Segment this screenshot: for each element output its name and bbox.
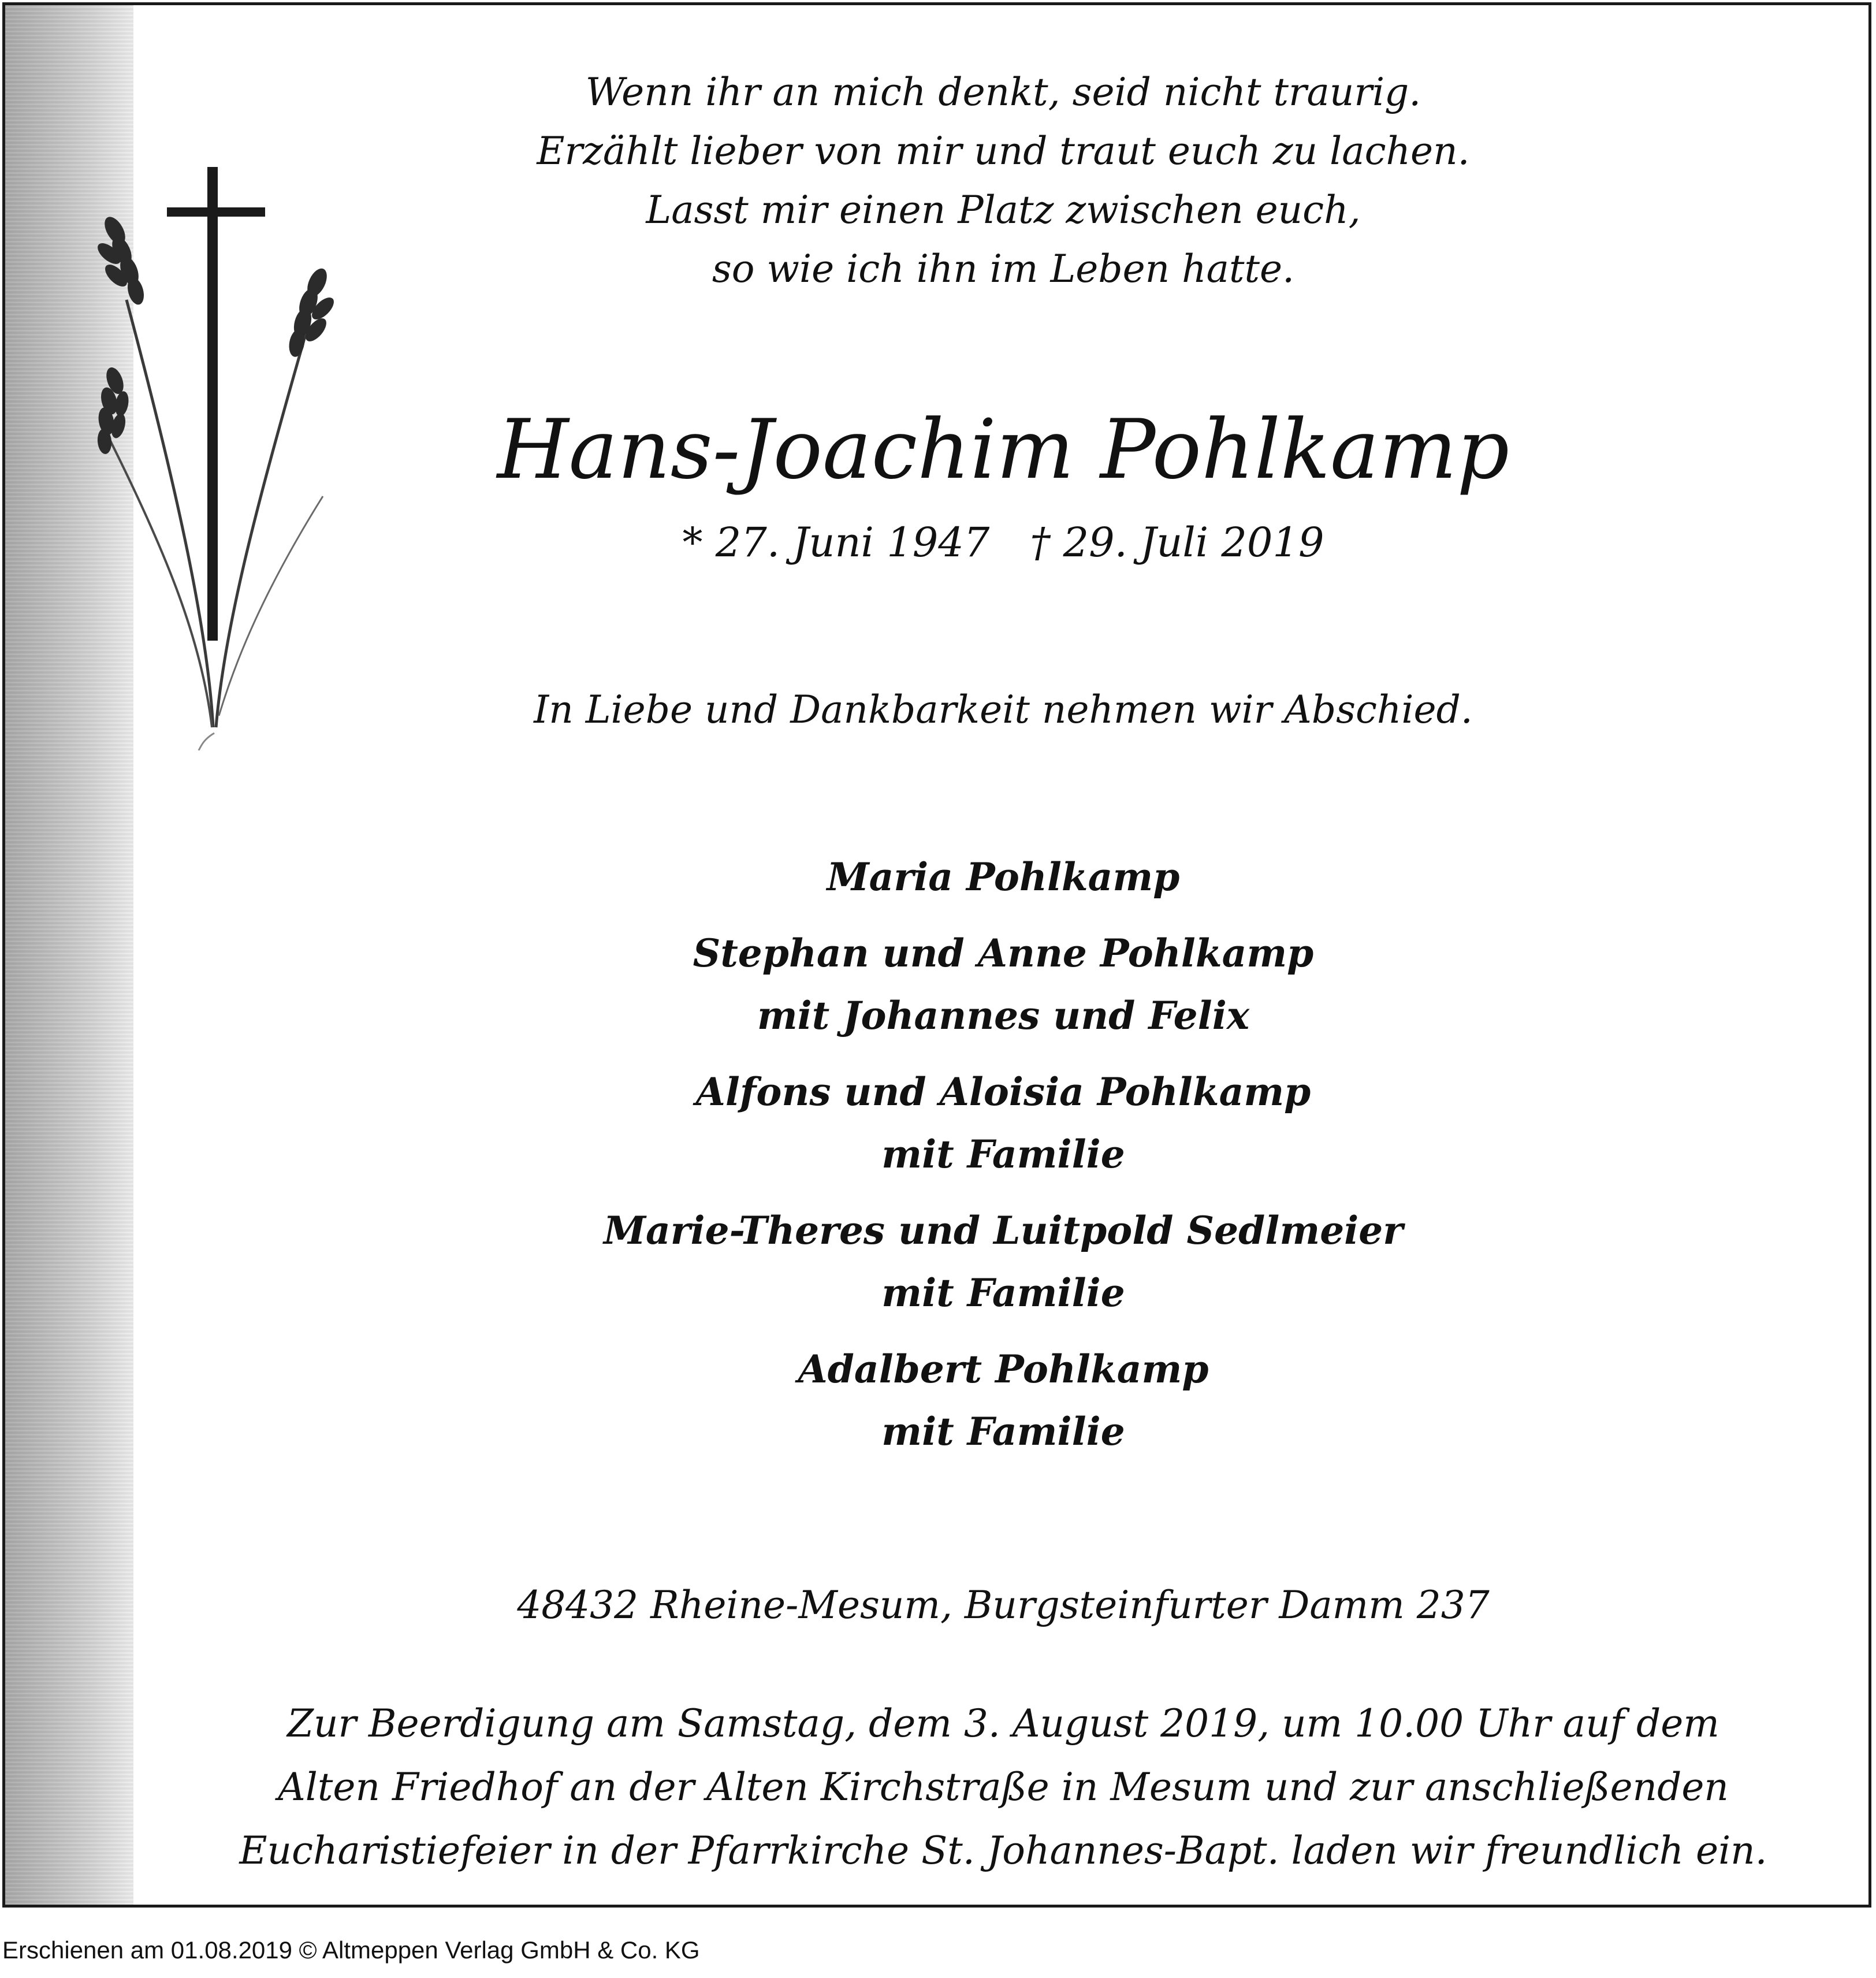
address: 48432 Rheine-Mesum, Burgsteinfurter Damm 237 xyxy=(517,1583,1490,1627)
mourner-group xyxy=(138,1338,1868,1463)
mourner-line: mit Familie xyxy=(881,1132,1125,1177)
funeral-notice xyxy=(138,1692,1868,1883)
funeral-line: Eucharistiefeier in der Pfarrkirche St. Johannes-Bapt. laden wir freundlich ein. xyxy=(239,1828,1767,1873)
mourner-line: Marie-Theres und Luitpold Sedlmeier xyxy=(603,1208,1404,1253)
mourner-line: Stephan und Anne Pohlkamp xyxy=(693,931,1314,976)
poem xyxy=(138,63,1868,299)
mourner-group xyxy=(138,922,1868,1047)
farewell-text: In Liebe und Dankbarkeit nehmen wir Abschied. xyxy=(534,687,1473,732)
birth-date: * 27. Juni 1947 xyxy=(682,519,990,566)
mourner-line: Alfons und Aloisia Pohlkamp xyxy=(695,1069,1311,1114)
poem-line: Wenn ihr an mich denkt, seid nicht traurig. xyxy=(585,70,1421,114)
publication-footer: Erschienen am 01.08.2019 © Altmeppen Verlag GmbH & Co. KG xyxy=(2,1936,700,1964)
poem-line: Lasst mir einen Platz zwischen euch, xyxy=(646,188,1361,232)
mourner-line: Maria Pohlkamp xyxy=(827,854,1180,899)
death-date: † 29. Juli 2019 xyxy=(1030,519,1324,566)
funeral-line: Zur Beerdigung am Samstag, dem 3. August 2019, um 10.00 Uhr auf dem xyxy=(287,1701,1719,1746)
mourner-group xyxy=(138,1061,1868,1185)
life-dates xyxy=(138,514,1868,571)
mourner-line: Adalbert Pohlkamp xyxy=(798,1347,1209,1392)
obituary-frame xyxy=(2,2,1871,1908)
mourner-line: mit Johannes und Felix xyxy=(757,993,1250,1038)
mourners-list xyxy=(138,846,1868,1477)
funeral-line: Alten Friedhof an der Alten Kirchstraße in Mesum und zur anschließenden xyxy=(278,1765,1729,1809)
deceased-name: Hans-Joachim Pohlkamp xyxy=(497,402,1510,497)
poem-line: Erzählt lieber von mir und traut euch zu lachen. xyxy=(537,129,1470,173)
mourner-group xyxy=(138,1199,1868,1324)
mourner-group xyxy=(138,846,1868,908)
mourner-line: mit Familie xyxy=(881,1409,1125,1454)
obituary-content xyxy=(138,5,1868,1905)
mourner-line: mit Familie xyxy=(881,1270,1125,1315)
poem-line: so wie ich ihn im Leben hatte. xyxy=(712,247,1295,291)
